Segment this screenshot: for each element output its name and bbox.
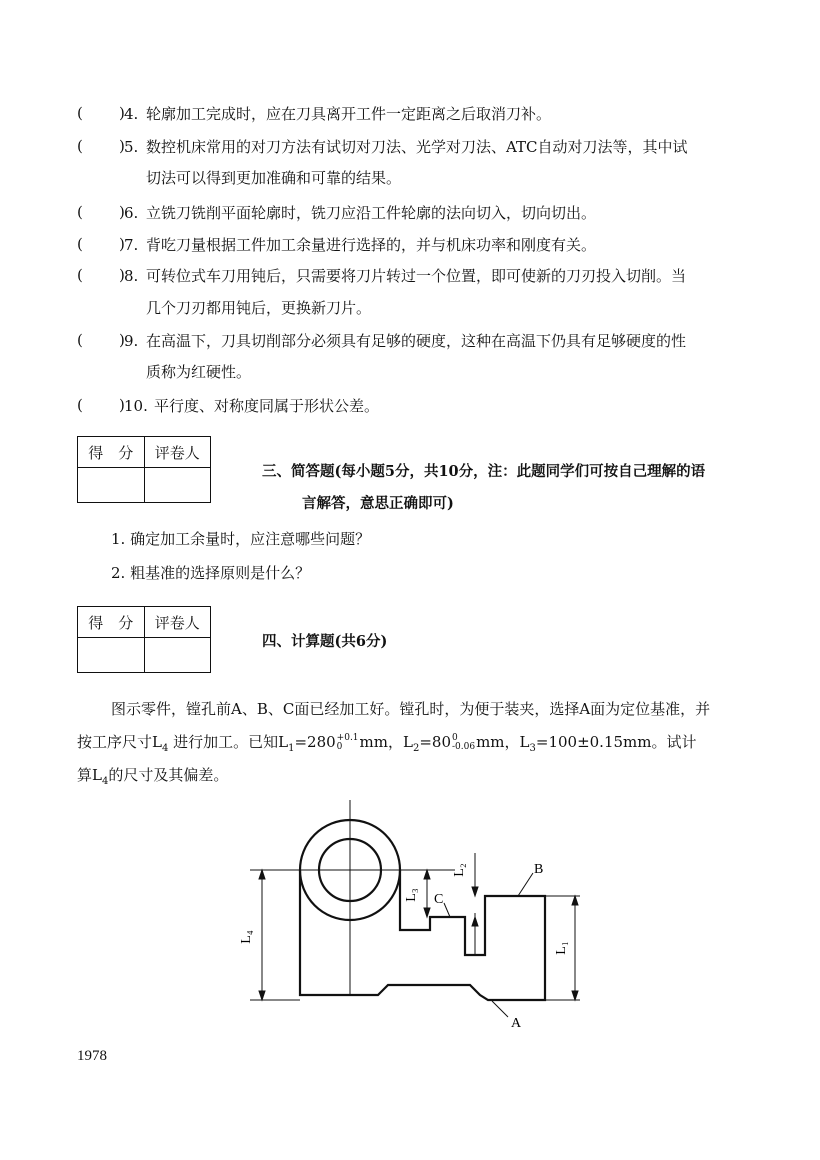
label-B: B: [534, 862, 544, 877]
grader-label: 评卷人: [144, 437, 210, 468]
dimension-L2: [472, 853, 478, 955]
center-lines: [290, 800, 455, 995]
answer-paren-close: ): [119, 104, 125, 122]
grader-input-cell[interactable]: [144, 638, 210, 673]
label-C: C: [434, 892, 444, 907]
section3-question-2: 2. 粗基准的选择原则是什么？: [111, 564, 311, 582]
question-text-continued: 切法可以得到更加准确和可靠的结果。: [146, 169, 402, 187]
section3-question-1: 1. 确定加工余量时，应注意哪些问题？: [111, 530, 371, 548]
question-text: 在高温下，刀具切削部分必须具有足够的硬度，这种在高温下仍具有足够硬度的性: [146, 332, 687, 350]
answer-paren-close: ): [119, 137, 125, 155]
question-text: 背吃刀量根据工件加工余量进行选择的，并与机床功率和刚度有关。: [146, 236, 597, 254]
dimension-L4: [250, 870, 300, 1000]
page-number: 1978: [77, 1048, 107, 1064]
answer-paren-open[interactable]: (: [77, 104, 83, 122]
question-text: 可转位式车刀用钝后，只需要将刀片转过一个位置，即可使新的刀刃投入切削。当: [146, 267, 687, 285]
question-number: 8.: [124, 267, 139, 285]
grader-label: 评卷人: [144, 607, 210, 638]
question-number: 7.: [124, 236, 139, 254]
answer-paren-close: ): [119, 331, 125, 349]
score-table-section3: [77, 436, 211, 503]
label-A: A: [511, 1016, 522, 1031]
section3-title: 三、简答题(每小题5分，共10分，注：此题同学们可按自己理解的语: [262, 463, 706, 480]
answer-paren-close: ): [119, 235, 125, 253]
section4-paragraph-line2: 按工序尺寸$L_4$ 进行加工。已知$L_1=280$ +0.1 0 mm，$L_2=80$ 0 -0.06 mm，$L_3=100\pm 0.15mm$。试计: [77, 733, 697, 754]
answer-paren-open[interactable]: (: [77, 396, 83, 414]
question-text-continued: 质称为红硬性。: [146, 363, 252, 381]
question-number: 4.: [124, 105, 139, 123]
question-number: 10.: [124, 397, 148, 415]
section4-title: 四、计算题(共6分): [262, 633, 388, 650]
grader-input-cell[interactable]: [144, 468, 210, 503]
part-body: [300, 870, 545, 1000]
section4-paragraph-line3: 算$L_4$的尺寸及其偏差。: [77, 766, 229, 787]
section3-title-continued: 言解答，意思正确即可): [302, 495, 454, 512]
section4-paragraph-line1: 图示零件，镗孔前A、B、C面已经加工好。镗孔时，为便于装夹，选择A面为定位基准，并: [111, 700, 711, 718]
question-number: 9.: [124, 332, 139, 350]
score-input-cell[interactable]: [78, 638, 145, 673]
answer-paren-open[interactable]: (: [77, 203, 83, 221]
question-text: 数控机床常用的对刀方法有试切对刀法、光学对刀法、ATC自动对刀法等，其中试: [146, 138, 688, 156]
answer-paren-open[interactable]: (: [77, 331, 83, 349]
question-text: 平行度、对称度同属于形状公差。: [154, 397, 380, 415]
label-L2: L₂: [452, 863, 467, 877]
label-L1: L₁: [554, 941, 569, 955]
question-text-continued: 几个刀刃都用钝后，更换新刀片。: [146, 299, 372, 317]
answer-paren-close: ): [119, 396, 125, 414]
label-L4: L₄: [239, 930, 254, 944]
answer-paren-open[interactable]: (: [77, 235, 83, 253]
score-table-section4: [77, 606, 211, 673]
score-label: 得 分: [78, 607, 145, 638]
answer-paren-open[interactable]: (: [77, 137, 83, 155]
question-number: 5.: [124, 138, 139, 156]
answer-paren-close: ): [119, 266, 125, 284]
question-number: 6.: [124, 204, 139, 222]
answer-paren-close: ): [119, 203, 125, 221]
label-L3: L₃: [404, 888, 419, 902]
score-label: 得 分: [78, 437, 145, 468]
part-outline: [300, 820, 545, 1000]
answer-paren-open[interactable]: (: [77, 266, 83, 284]
leader-lines: [444, 873, 533, 1017]
score-input-cell[interactable]: [78, 468, 145, 503]
question-text: 轮廓加工完成时，应在刀具离开工件一定距离之后取消刀补。: [146, 105, 552, 123]
question-text: 立铣刀铣削平面轮廓时，铣刀应沿工件轮廓的法向切入，切向切出。: [146, 204, 597, 222]
part-figure: [230, 795, 610, 1045]
